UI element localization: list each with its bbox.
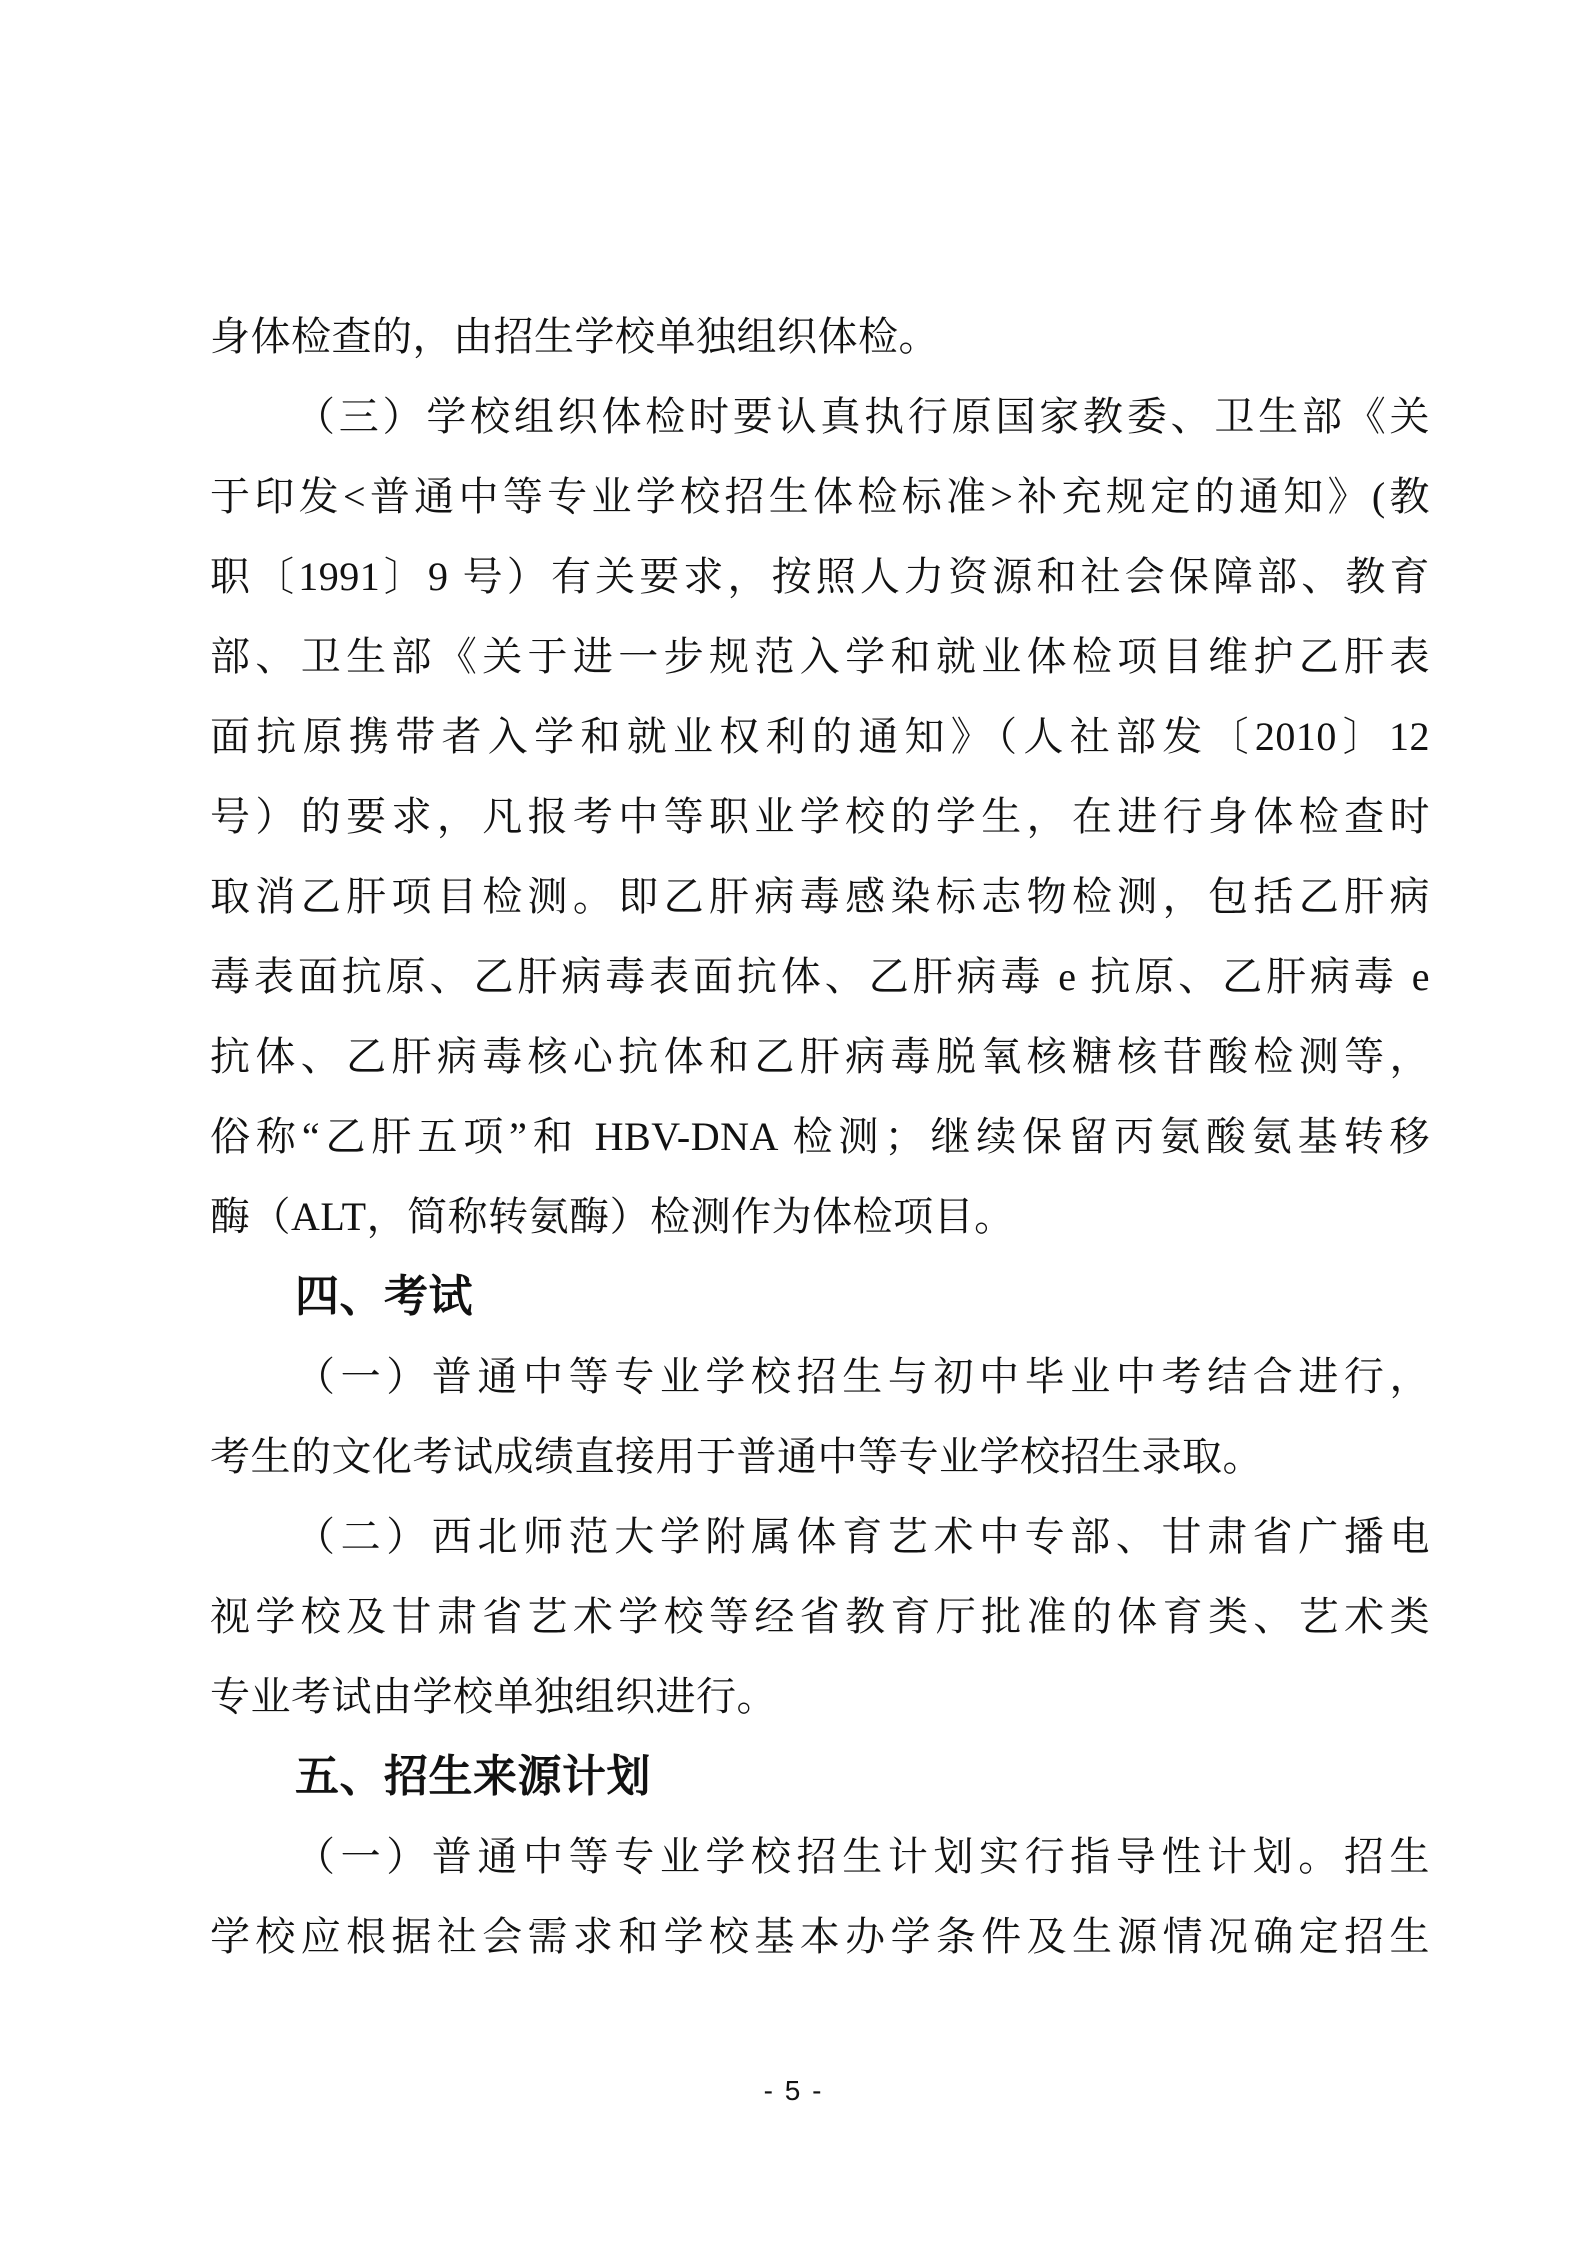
text-line: （一）普通中等专业学校招生计划实行指导性计划。招生 (295, 1834, 1430, 1879)
text-line: 于印发<普通中等专业学校招生体检标准>补充规定的通知》(教 (210, 474, 1430, 519)
section-heading: 五、招生来源计划 (295, 1752, 651, 1801)
text-line: 号）的要求，凡报考中等职业学校的学生，在进行身体检查时 (210, 794, 1430, 839)
text-line: 视学校及甘肃省艺术学校等经省教育厅批准的体育类、艺术类 (210, 1594, 1430, 1639)
text-line: （三）学校组织体检时要认真执行原国家教委、卫生部《关 (295, 394, 1430, 439)
text-line: 酶（ALT，简称转氨酶）检测作为体检项目。 (210, 1194, 1015, 1239)
text-line: 取消乙肝项目检测。即乙肝病毒感染标志物检测，包括乙肝病 (210, 874, 1430, 919)
text-line: （一）普通中等专业学校招生与初中毕业中考结合进行， (295, 1354, 1430, 1399)
text-line: 毒表面抗原、乙肝病毒表面抗体、乙肝病毒 e 抗原、乙肝病毒 e (210, 954, 1430, 999)
page-number: - 5 - (763, 2075, 824, 2106)
text-line: 部、卫生部《关于进一步规范入学和就业体检项目维护乙肝表 (210, 634, 1430, 679)
text-line: 俗称“乙肝五项”和 HBV-DNA 检测；继续保留丙氨酸氨基转移 (210, 1114, 1430, 1159)
text-line: 专业考试由学校单独组织进行。 (210, 1674, 777, 1719)
text-line: 抗体、乙肝病毒核心抗体和乙肝病毒脱氧核糖核苷酸检测等， (210, 1034, 1430, 1079)
text-line: 学校应根据社会需求和学校基本办学条件及生源情况确定招生 (210, 1914, 1430, 1959)
text-line: 职〔1991〕9 号）有关要求，按照人力资源和社会保障部、教育 (210, 554, 1430, 599)
text-line: 身体检查的，由招生学校单独组织体检。 (210, 314, 939, 359)
document-text-block (210, 297, 1430, 1977)
text-line: （二）西北师范大学附属体育艺术中专部、甘肃省广播电 (295, 1514, 1430, 1559)
section-heading: 四、考试 (295, 1272, 473, 1321)
text-line: 考生的文化考试成绩直接用于普通中等专业学校招生录取。 (210, 1434, 1263, 1479)
text-line: 面抗原携带者入学和就业权利的通知》（人社部发〔2010〕12 (210, 714, 1430, 759)
